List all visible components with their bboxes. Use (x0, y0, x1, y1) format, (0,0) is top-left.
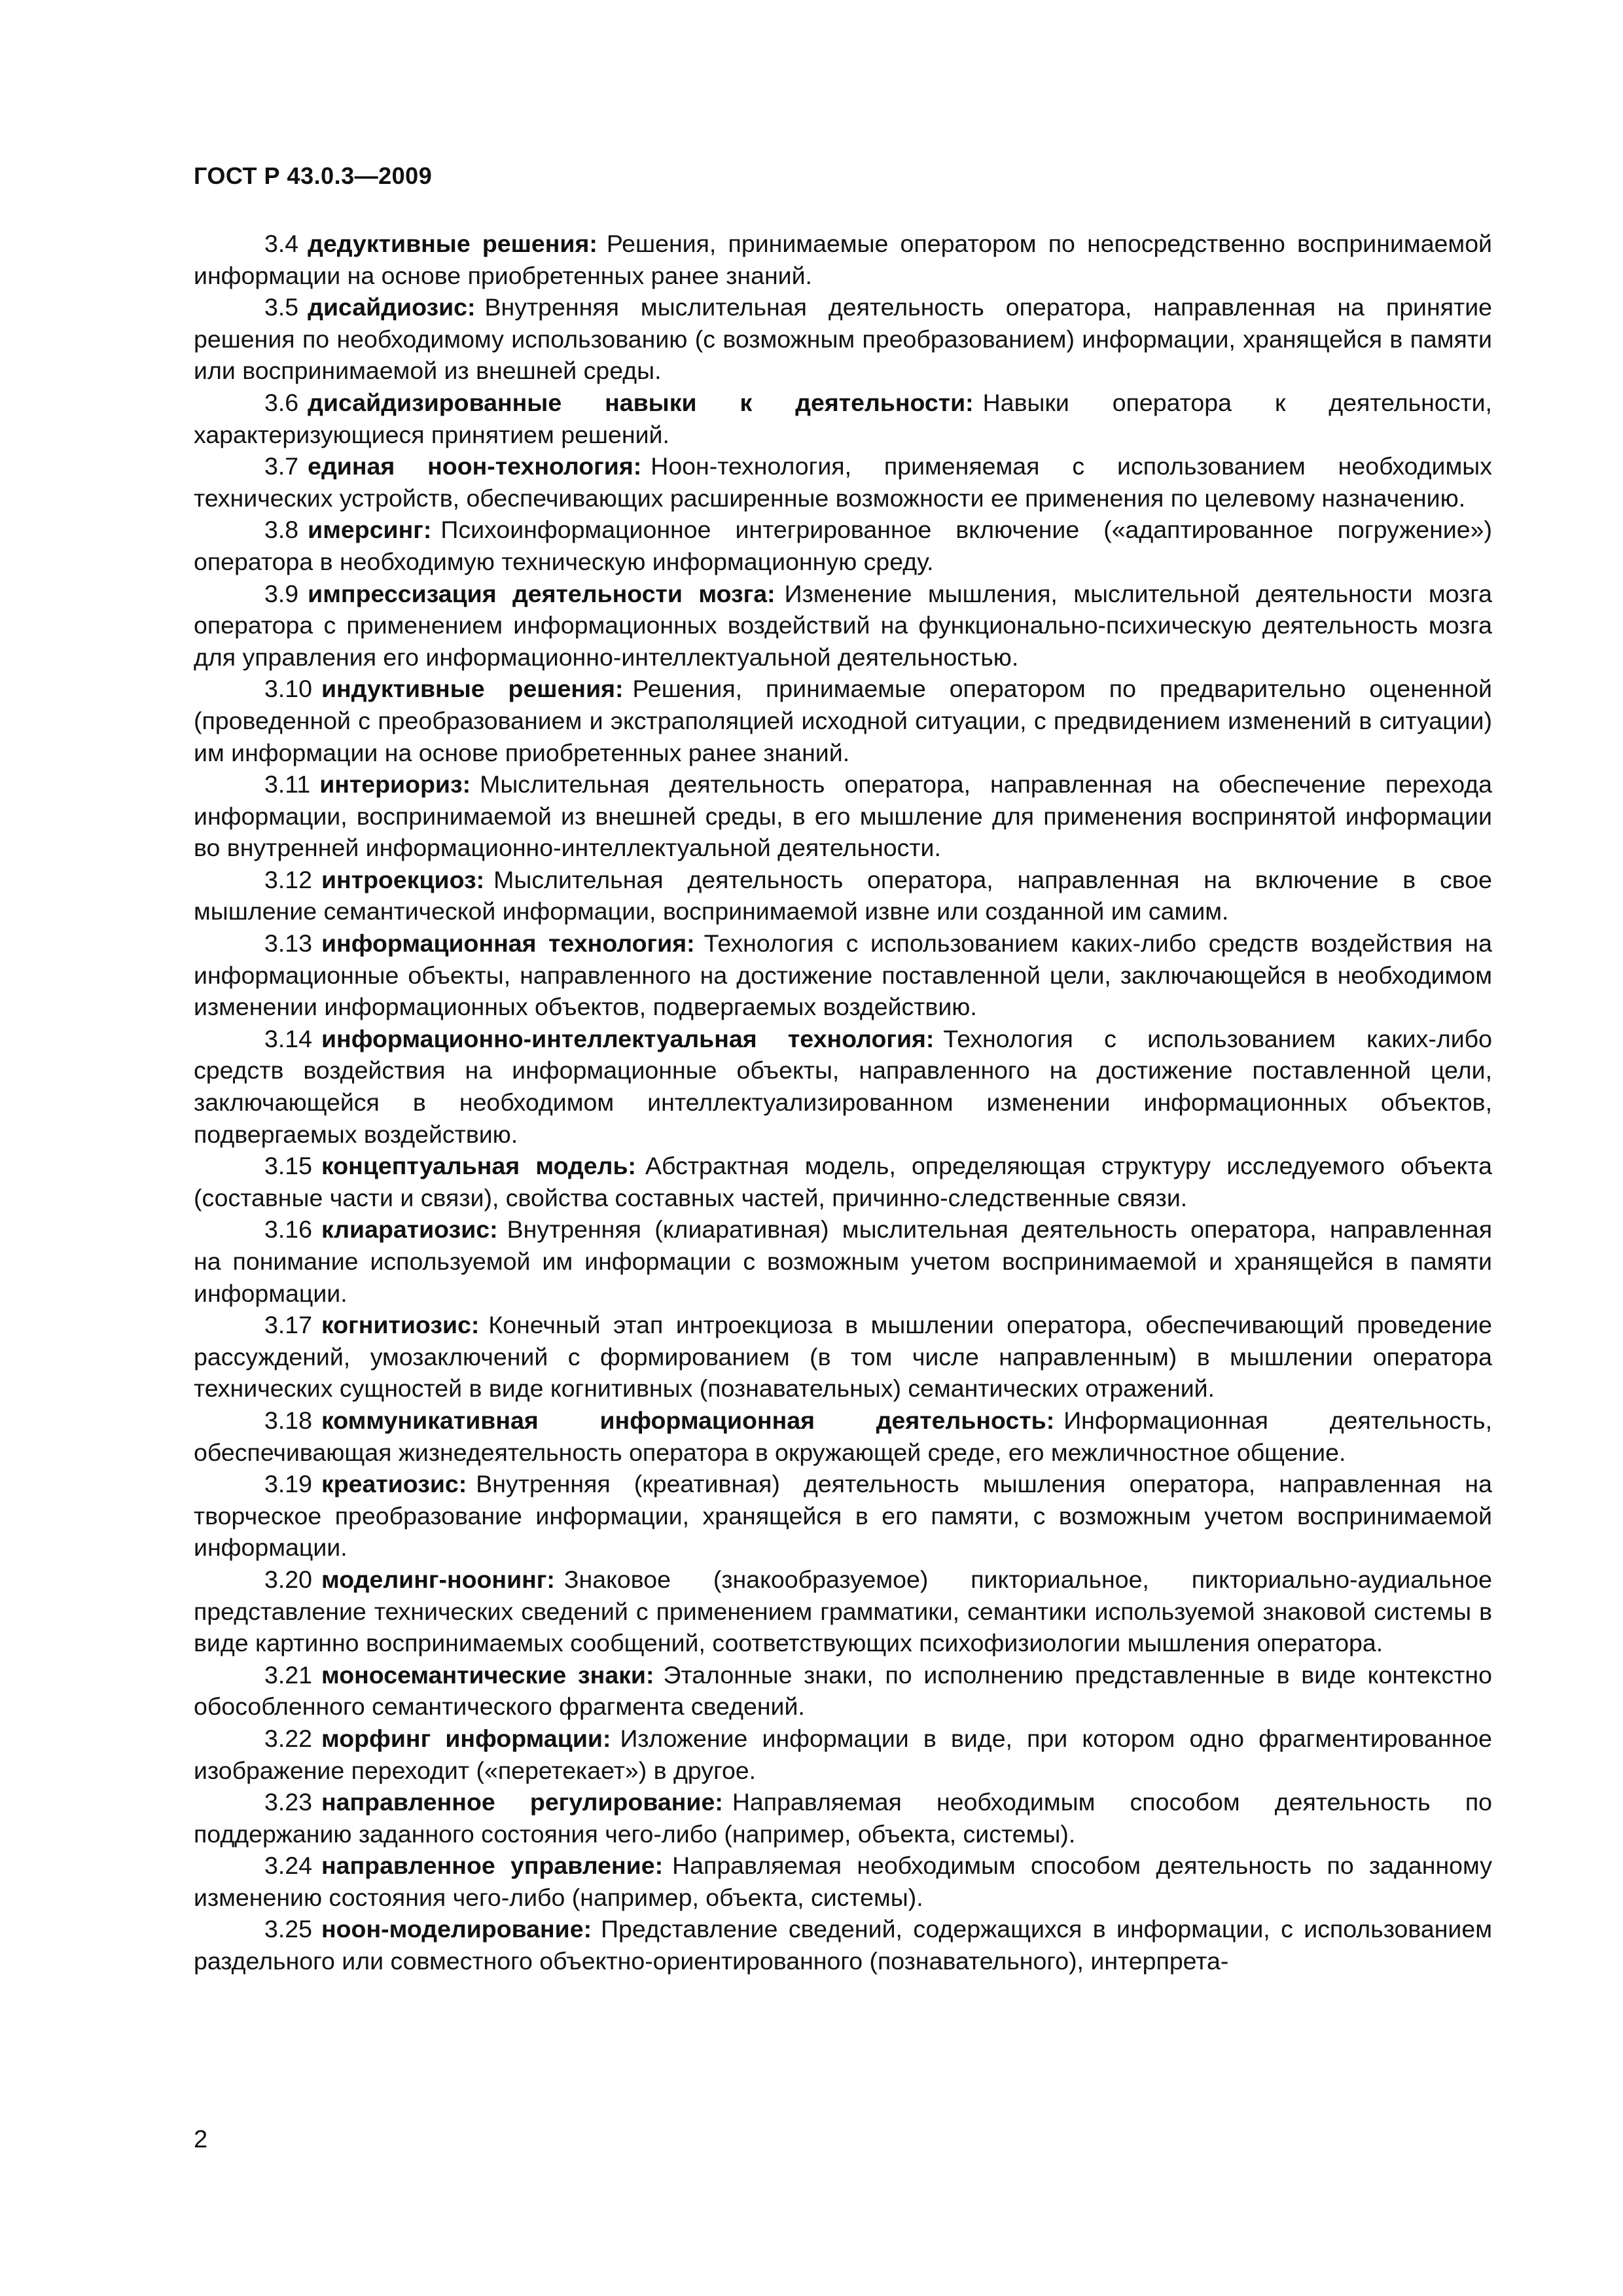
term-definition: Внутренняя мыслительная деятельность оператора, направленная на принятие решения по необходимому использованию (с возможным преобразованием) информации, хранящейся в памяти или воспринимаемой из внешней среды. (194, 293, 1492, 385)
term-number: 3.16 (264, 1215, 312, 1244)
term-definition: Представление сведений, содержащихся в информации, с использованием раздельного или совместного объектно-ориентированного (познавательного), интерпрета- (194, 1915, 1492, 1975)
term-title: направленное регулирование: (321, 1788, 723, 1816)
term-entry-3-23 (194, 1786, 1492, 1850)
term-entry-3-16 (194, 1213, 1492, 1309)
term-definition: Мыслительная деятельность оператора, направленная на включение в свое мышление семантической информации, воспринимаемой извне или созданной им самим. (194, 865, 1492, 925)
term-definition: Технология с использованием каких-либо средств воздействия на информационные объекты, направленного на достижение поставленной цели, заключающейся в необходимом интеллектуализированном изменении информационных объектов, подвергаемых воздействию. (194, 1024, 1492, 1148)
term-entry-3-5 (194, 291, 1492, 387)
term-entry-3-9 (194, 578, 1492, 673)
term-number: 3.25 (264, 1915, 312, 1943)
term-title: информационная технология: (321, 929, 695, 958)
term-definition: Внутренняя (креативная) деятельность мышления оператора, направленная на творческое преобразование информации, хранящейся в его памяти, с возможным учетом воспринимаемой информации. (194, 1470, 1492, 1562)
term-definition: Эталонные знаки, по исполнению представленные в виде контекстно обособленного семантического фрагмента сведений. (194, 1660, 1492, 1721)
term-entry-3-25 (194, 1913, 1492, 1977)
term-definition: Навыки оператора к деятельности, характеризующиеся принятием решений. (194, 388, 1492, 448)
term-title: морфинг информации: (321, 1724, 611, 1752)
term-number: 3.14 (264, 1024, 312, 1052)
term-title: когнитиозис: (321, 1311, 480, 1339)
term-number: 3.7 (264, 452, 299, 480)
term-entry-3-24 (194, 1850, 1492, 1913)
term-definition: Решения, принимаемые оператором по непосредственно воспринимаемой информации на основе приобретенных ранее знаний. (194, 230, 1492, 289)
page-number: 2 (194, 2126, 208, 2153)
term-entry-3-6 (194, 387, 1492, 450)
term-number: 3.15 (264, 1152, 312, 1180)
term-number: 3.11 (264, 770, 311, 798)
term-title: индуктивные решения: (321, 675, 624, 703)
term-title: коммуникативная информационная деятельность: (321, 1406, 1055, 1434)
term-number: 3.24 (264, 1852, 312, 1880)
term-number: 3.9 (264, 579, 299, 607)
term-definition: Психоинформационное интегрированное включение («адаптированное погружение») оператора в необходимую техническую информационную среду. (194, 516, 1492, 575)
term-title: ноон-моделирование: (321, 1915, 592, 1943)
term-number: 3.6 (264, 388, 299, 416)
term-entry-3-22 (194, 1723, 1492, 1786)
term-title: клиаратиозис: (321, 1215, 498, 1244)
term-number: 3.17 (264, 1311, 312, 1339)
term-title: интериориз: (319, 770, 471, 798)
term-number: 3.21 (264, 1660, 312, 1689)
term-number: 3.23 (264, 1788, 312, 1816)
term-definition: Технология с использованием каких-либо средств воздействия на информационные объекты, направленного на достижение поставленной цели, заключающейся в необходимом изменении информационных объектов, подвергаемых воздействию. (194, 929, 1492, 1021)
term-entry-3-13 (194, 927, 1492, 1023)
term-definition: Ноон-технология, применяемая с использованием необходимых технических устройств, обеспечивающих расширенные возможности ее применения по целевому назначению. (194, 452, 1492, 512)
term-number: 3.18 (264, 1406, 312, 1434)
term-number: 3.20 (264, 1565, 312, 1593)
term-entry-3-19 (194, 1468, 1492, 1564)
term-entry-3-10 (194, 673, 1492, 768)
term-title: дисайдиозис: (308, 293, 476, 321)
term-title: концептуальная модель: (321, 1152, 636, 1180)
term-entry-3-11 (194, 768, 1492, 864)
term-title: информационно-интеллектуальная технология: (321, 1024, 935, 1052)
term-entry-3-15 (194, 1150, 1492, 1213)
term-title: креатиозис: (321, 1470, 467, 1498)
term-number: 3.5 (264, 293, 299, 321)
term-title: дедуктивные решения: (308, 230, 597, 257)
term-definition: Конечный этап интроекциоза в мышлении оператора, обеспечивающий проведение рассуждений, умозаключений с формированием (в том числе направленным) в мышлении оператора технических сущностей в виде когнитивных (познавательных) семантических отражений. (194, 1311, 1492, 1403)
term-definition: Изложение информации в виде, при котором одно фрагментированное изображение переходит («перетекает») в другое. (194, 1724, 1493, 1784)
term-title: моносемантические знаки: (321, 1660, 654, 1689)
term-title: имерсинг: (308, 516, 432, 544)
term-entry-3-7 (194, 450, 1492, 514)
term-title: моделинг-ноонинг: (321, 1565, 555, 1593)
term-entry-3-14 (194, 1023, 1492, 1150)
term-number: 3.8 (264, 516, 299, 544)
term-definition: Решения, принимаемые оператором по предварительно оцененной (проведенной с преобразованием и экстраполяцией исходной ситуации, с предвидением изменений в ситуации) им информации на основе приобретенных ранее знаний. (194, 675, 1492, 766)
term-definition: Направляемая необходимым способом деятельность по поддержанию заданного состояния чего-либо (например, объекта, системы). (194, 1788, 1492, 1848)
term-number: 3.4 (264, 230, 299, 257)
term-entry-3-17 (194, 1309, 1492, 1405)
term-entry-3-18 (194, 1405, 1492, 1468)
terms-list (194, 228, 1492, 1977)
term-entry-3-20 (194, 1564, 1492, 1659)
term-entry-3-21 (194, 1659, 1492, 1723)
term-number: 3.19 (264, 1470, 312, 1498)
term-entry-3-4 (194, 228, 1492, 291)
term-title: дисайдизированные навыки к деятельности: (308, 388, 974, 416)
term-definition: Изменение мышления, мыслительной деятельности мозга оператора с применением информационных воздействий на функционально-психическую деятельность мозга для управления его информационно-интеллектуальной деятельностью. (194, 579, 1492, 671)
term-definition: Абстрактная модель, определяющая структуру исследуемого объекта (составные части и связи), свойства составных частей, причинно-следственные связи. (194, 1152, 1492, 1211)
term-number: 3.22 (264, 1724, 312, 1752)
term-definition: Направляемая необходимым способом деятельность по заданному изменению состояния чего-либо (например, объекта, системы). (194, 1852, 1492, 1911)
document-header: ГОСТ Р 43.0.3—2009 (194, 162, 433, 189)
term-definition: Знаковое (знакообразуемое) пикториальное, пикториально-аудиальное представление технических сведений с применением грамматики, семантики используемой знаковой системы в виде картинно воспринимаемых сообщений, соответствующих психофизиологии мышления оператора. (194, 1565, 1492, 1657)
term-title: направленное управление: (321, 1852, 664, 1880)
term-definition: Информационная деятельность, обеспечивающая жизнедеятельность оператора в окружающей среде, его межличностное общение. (194, 1406, 1492, 1466)
term-title: импрессизация деятельности мозга: (308, 579, 776, 607)
term-entry-3-8 (194, 514, 1492, 577)
term-definition: Внутренняя (клиаративная) мыслительная деятельность оператора, направленная на понимание используемой им информации с возможным учетом воспринимаемой и хранящейся в памяти информации. (194, 1215, 1492, 1307)
term-number: 3.13 (264, 929, 312, 958)
term-title: интроекциоз: (321, 865, 485, 893)
term-number: 3.12 (264, 865, 312, 893)
term-entry-3-12 (194, 864, 1492, 927)
term-number: 3.10 (264, 675, 312, 703)
term-title: единая ноон-технология: (308, 452, 642, 480)
term-definition: Мыслительная деятельность оператора, направленная на обеспечение перехода информации, воспринимаемой из внешней среды, в его мышление для применения воспринятой информации во внутренней информационно-интеллектуальной деятельности. (194, 770, 1492, 862)
